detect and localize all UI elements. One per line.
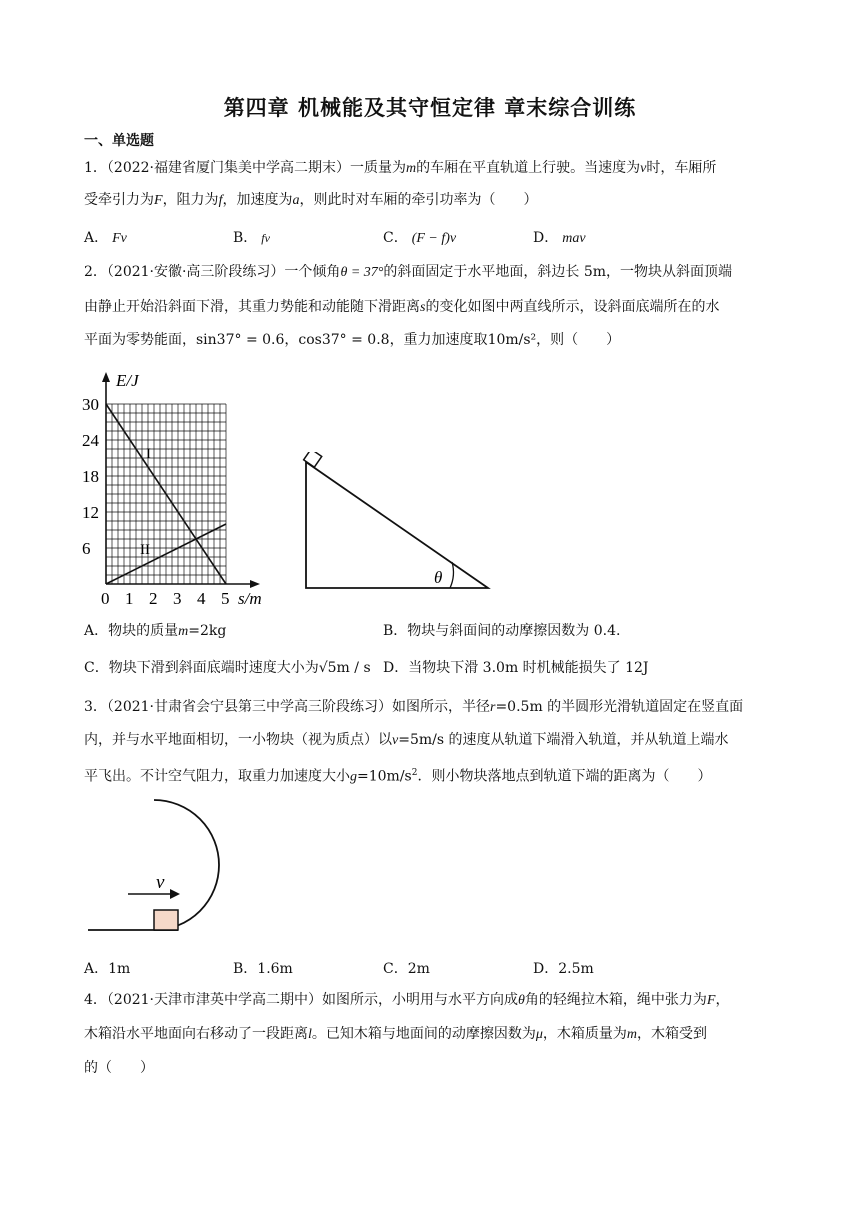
q1-text: 受牵引力为 (84, 192, 154, 208)
y-tick-label: 24 (82, 431, 99, 450)
q3-line3 (84, 763, 711, 788)
arrow-head-icon (170, 889, 180, 899)
option-text: C．物块下滑到斜面底端时速度大小为 (84, 660, 319, 676)
q1-var-m: m (406, 161, 417, 176)
q3-text: =10m/s (357, 768, 412, 785)
q1-text: 1．（2022·福建省厦门集美中学高二期末）一质量为 (84, 160, 406, 176)
q2-option-b[interactable] (383, 620, 620, 640)
q4-text: 。已知木箱与地面间的动摩擦因数为 (311, 1026, 536, 1042)
q3-option-b[interactable]: B．1.6m (233, 961, 293, 977)
q1-text: ，阻力为 (162, 192, 219, 208)
angle-arc (450, 562, 453, 588)
q2-text: ， (284, 332, 299, 348)
option-value: √5m / s (318, 660, 371, 676)
q2-line3 (84, 330, 620, 350)
y-tick-label: 30 (82, 395, 99, 414)
q4-text: ，木箱受到 (637, 1026, 708, 1042)
q2-option-d[interactable] (383, 657, 649, 677)
q1-text: ，则此时对车厢的牵引功率为（ ） (299, 192, 538, 208)
chart-axes (102, 372, 260, 588)
q4-text: 角的轻绳拉木箱，绳中张力为 (524, 992, 707, 1008)
q3-text: =0.5m 的半圆形光滑轨道固定在竖直面 (495, 699, 744, 715)
q2-text: 的斜面固定于水平地面，斜边长 5m，一物块从斜面顶端 (383, 264, 733, 280)
option-expr: (F − f)v (411, 231, 457, 246)
x-tick-label: 3 (173, 589, 182, 608)
q4-text: ，木箱质量为 (542, 1026, 627, 1042)
q4-line2 (84, 1024, 707, 1045)
incline-figure (300, 452, 496, 592)
q3-var-r: r (490, 700, 496, 715)
option-expr: Fv (112, 231, 127, 246)
block-shape (154, 910, 178, 930)
x-tick-label: 2 (149, 589, 158, 608)
option-text: D．当物块下滑 3.0m 时机械能损失了 12J (383, 660, 649, 676)
q3-var-g: g (350, 769, 357, 785)
track-figure (86, 792, 256, 936)
chart-ticks (82, 395, 230, 608)
option-text: B．物块与斜面间的动摩擦因数为 0.4. (383, 623, 621, 639)
q1-option-c[interactable] (383, 227, 456, 247)
option-text: A．物块的质量 (84, 623, 179, 639)
incline-triangle (306, 462, 488, 588)
x-tick-label: 4 (197, 589, 206, 608)
q4-var-mu: μ (535, 1027, 543, 1042)
option-label: C． (383, 230, 408, 246)
y-axis-arrow-icon (102, 372, 110, 382)
q3-option-a[interactable]: A．1m (84, 961, 131, 977)
x-tick-label: 5 (221, 589, 230, 608)
q4-line1 (84, 990, 729, 1011)
q2-line1 (84, 262, 732, 283)
q4-text: 4．（2021·天津市津英中学高二期中）如图所示，小明用与水平方向成 (84, 992, 518, 1008)
chart-ylabel: E/J (116, 371, 139, 390)
q1-text: ，加速度为 (222, 192, 293, 208)
option-label: D． (533, 230, 559, 246)
q4-var-m: m (626, 1027, 638, 1042)
q4-line3: 的（ ） (84, 1060, 154, 1076)
q1-text: 的车厢在平直轨道上行驶。当速度为 (416, 160, 641, 176)
series-label-II: II (140, 542, 150, 558)
q1-var-v: v (640, 161, 647, 176)
q1-var-f: f (218, 193, 223, 208)
q3-text: 平飞出。不计空气阻力，取重力加速度大小 (84, 768, 350, 785)
q2-line2 (84, 297, 719, 318)
q1-line2 (84, 190, 537, 211)
q3-text: =5m/s 的速度从轨道下端滑入轨道，并从轨道上端水 (398, 732, 729, 748)
q4-var-l: l (308, 1027, 312, 1042)
option-expr: fv (261, 231, 270, 245)
page-title: 第四章 机械能及其守恒定律 章末综合训练 (223, 96, 637, 120)
q2-g: 10m/s² (487, 332, 537, 348)
q3-line1 (84, 697, 743, 718)
energy-chart (78, 368, 298, 614)
x-tick-label: 1 (125, 589, 134, 608)
y-tick-label: 6 (82, 539, 91, 558)
q4-text: 木箱沿水平地面向右移动了一段距离 (84, 1026, 308, 1042)
q1-option-d[interactable] (533, 227, 586, 247)
series-label-I: I (146, 446, 151, 462)
q3-text: 3．（2021·甘肃省会宁县第三中学高三阶段练习）如图所示，半径 (84, 699, 490, 715)
q2-text: ，重力加速度取 (389, 332, 488, 348)
q1-var-F: F (154, 193, 163, 208)
q3-line2 (84, 730, 728, 751)
option-var-m: m (178, 624, 189, 639)
q1-option-b[interactable] (233, 227, 270, 247)
q1-var-a: a (292, 193, 300, 208)
option-text: =2kg (188, 623, 227, 639)
q4-var-F: F (706, 993, 716, 1008)
y-tick-label: 12 (82, 503, 99, 522)
q2-text: 由静止开始沿斜面下滑，其重力势能和动能随下滑距离 (84, 299, 420, 315)
chart-xlabel: s/m (238, 589, 262, 608)
q2-text: 的变化如图中两直线所示，设斜面底端所在的水 (425, 299, 720, 315)
q2-sin: sin37° = 0.6 (196, 332, 285, 348)
section-heading: 一、单选题 (84, 133, 154, 149)
q2-cos: cos37° = 0.8 (298, 332, 390, 348)
q2-option-c[interactable] (84, 657, 371, 677)
q2-text: 平面为零势能面， (84, 332, 196, 348)
option-expr: mav (562, 231, 586, 246)
q3-text: 内，并与水平地面相切，一小物块（视为质点）以 (84, 732, 392, 748)
x-tick-label: 0 (101, 589, 110, 608)
q1-line1 (84, 158, 716, 179)
option-label: A． (84, 230, 109, 246)
q3-text: ．则小物块落地点到轨道下端的距离为（ ） (417, 768, 712, 785)
angle-label: θ (434, 568, 443, 587)
x-axis-arrow-icon (250, 580, 260, 588)
velocity-label: v (156, 872, 165, 893)
q1-option-a[interactable] (84, 227, 127, 247)
q4-var-theta: θ (518, 993, 525, 1008)
q2-var-s: s (420, 300, 426, 315)
q2-theta: θ = 37° (340, 265, 384, 280)
q3-option-d[interactable]: D．2.5m (533, 961, 594, 977)
q4-text: ， (715, 992, 730, 1008)
q3-superscript: 2 (411, 768, 418, 778)
q1-text: 时，车厢所 (646, 160, 717, 176)
option-label: B． (233, 230, 258, 246)
q2-text: 2．（2021·安徽·高三阶段练习）一个倾角 (84, 264, 341, 280)
q3-var-v: v (392, 733, 399, 748)
q2-text: ，则（ ） (536, 332, 621, 348)
q2-option-a[interactable] (84, 620, 226, 640)
q3-option-c[interactable]: C．2m (383, 961, 430, 977)
y-tick-label: 18 (82, 467, 99, 486)
